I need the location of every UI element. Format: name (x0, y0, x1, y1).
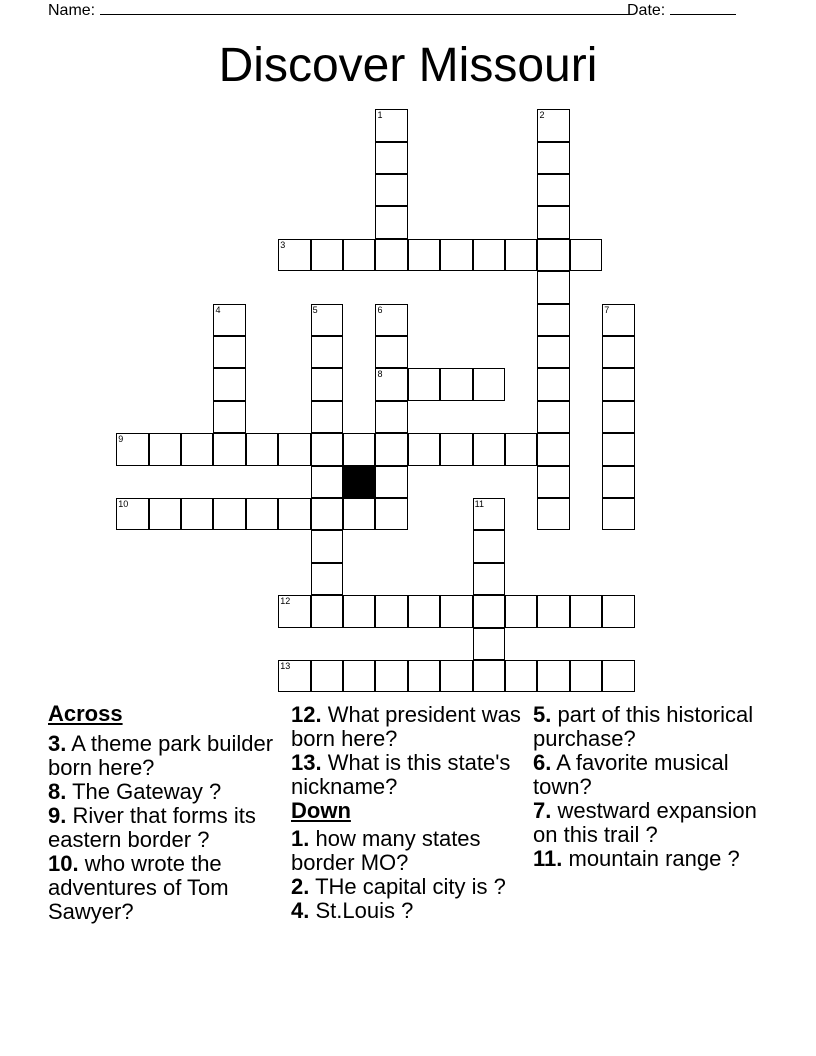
clue-down-7: 7. westward expansion on this trail ? (533, 798, 757, 847)
grid-cell[interactable] (570, 660, 602, 692)
grid-cell[interactable] (311, 498, 343, 530)
grid-cell[interactable] (440, 239, 472, 271)
grid-cell[interactable] (537, 433, 569, 465)
grid-cell[interactable] (213, 368, 245, 400)
grid-cell[interactable] (505, 433, 537, 465)
grid-cell[interactable] (473, 239, 505, 271)
grid-cell[interactable] (602, 401, 634, 433)
grid-cell[interactable] (375, 109, 407, 141)
grid-cell[interactable] (375, 336, 407, 368)
grid-cell[interactable] (408, 368, 440, 400)
grid-cell[interactable] (213, 336, 245, 368)
clue-number: 5 (312, 304, 318, 315)
grid-cell[interactable] (602, 336, 634, 368)
grid-cell[interactable] (149, 433, 181, 465)
grid-cell[interactable] (537, 206, 569, 238)
grid-cell[interactable] (537, 466, 569, 498)
grid-cell[interactable] (537, 304, 569, 336)
grid-cell[interactable] (213, 433, 245, 465)
grid-cell[interactable] (537, 239, 569, 271)
clue-across-10: 10. who wrote the adventures of Tom Sawyer? (48, 851, 229, 924)
clue-across-9: 9. River that forms its eastern border ? (48, 803, 256, 852)
grid-cell[interactable] (473, 595, 505, 627)
clue-down-5: 5. part of this historical purchase? (533, 702, 754, 751)
grid-cell[interactable] (213, 401, 245, 433)
clue-across-12: 12. What president was born here? (291, 702, 521, 751)
grid-cell[interactable] (505, 239, 537, 271)
grid-cell[interactable] (375, 206, 407, 238)
grid-cell[interactable] (278, 498, 310, 530)
page-title: Discover Missouri (218, 39, 598, 92)
grid-cell[interactable] (311, 466, 343, 498)
name-label: Name: (48, 2, 96, 19)
grid-cell[interactable] (602, 304, 634, 336)
grid-cell[interactable] (311, 530, 343, 562)
clue-across-3: 3. A theme park builder born here? (48, 731, 274, 780)
date-label: Date: (627, 2, 666, 19)
grid-cell[interactable] (246, 433, 278, 465)
clue-number: 9 (118, 434, 124, 445)
grid-cell[interactable] (375, 174, 407, 206)
clue-number: 8 (377, 369, 383, 380)
grid-cell[interactable] (278, 239, 310, 271)
grid-cell[interactable] (375, 239, 407, 271)
grid-cell[interactable] (408, 239, 440, 271)
grid-cell[interactable] (602, 466, 634, 498)
grid-cell[interactable] (278, 433, 310, 465)
grid-cell[interactable] (473, 660, 505, 692)
grid-cell[interactable] (505, 660, 537, 692)
grid-cell[interactable] (213, 304, 245, 336)
grid-cell[interactable] (343, 239, 375, 271)
grid-cell[interactable] (375, 433, 407, 465)
clue-down-11: 11. mountain range ? (533, 846, 740, 871)
grid-cell[interactable] (505, 595, 537, 627)
grid-cell[interactable] (375, 142, 407, 174)
grid-cell[interactable] (181, 498, 213, 530)
grid-cell[interactable] (570, 595, 602, 627)
name-line (100, 0, 632, 15)
clue-across-8: 8. The Gateway ? (48, 779, 222, 804)
grid-cell[interactable] (537, 368, 569, 400)
grid-cell[interactable] (473, 368, 505, 400)
name-field (48, 0, 632, 21)
grid-cell[interactable] (375, 660, 407, 692)
grid-cell[interactable] (311, 401, 343, 433)
grid-cell[interactable] (311, 563, 343, 595)
grid-cell[interactable] (473, 498, 505, 530)
clue-down-4: 4. St.Louis ? (291, 898, 414, 923)
grid-cell[interactable] (473, 530, 505, 562)
grid-cell[interactable] (213, 498, 245, 530)
grid-cell[interactable] (375, 304, 407, 336)
clue-down-6: 6. A favorite musical town? (533, 750, 729, 799)
clue-number: 12 (280, 596, 291, 607)
grid-cell[interactable] (246, 498, 278, 530)
grid-cell[interactable] (602, 498, 634, 530)
grid-cell[interactable] (343, 498, 375, 530)
grid-cell[interactable] (537, 142, 569, 174)
grid-cell[interactable] (181, 433, 213, 465)
grid-cell[interactable] (278, 660, 310, 692)
grid-cell[interactable] (602, 595, 634, 627)
grid-cell[interactable] (375, 498, 407, 530)
clue-number: 3 (280, 239, 286, 250)
clue-down-2: 2. THe capital city is ? (291, 874, 506, 899)
clues-column-1 (48, 700, 278, 924)
grid-cell[interactable] (311, 336, 343, 368)
clue-number: 1 (377, 110, 383, 121)
grid-cell[interactable] (537, 498, 569, 530)
clue-down-1: 1. how many states border MO? (291, 826, 481, 875)
grid-cell[interactable] (440, 595, 472, 627)
grid-cell[interactable] (440, 368, 472, 400)
date-field (627, 0, 736, 21)
clue-number: 7 (604, 304, 610, 315)
grid-cell[interactable] (375, 466, 407, 498)
grid-cell[interactable] (408, 595, 440, 627)
clue-number: 4 (215, 304, 221, 315)
clues-column-3 (533, 703, 758, 871)
grid-cell[interactable] (116, 498, 148, 530)
grid-cell[interactable] (311, 368, 343, 400)
grid-cell[interactable] (473, 628, 505, 660)
grid-cell[interactable] (311, 239, 343, 271)
grid-cell[interactable] (311, 595, 343, 627)
black-cell (343, 466, 375, 498)
clue-number: 6 (377, 304, 383, 315)
grid-cell[interactable] (149, 498, 181, 530)
grid-cell[interactable] (602, 368, 634, 400)
grid-cell[interactable] (602, 433, 634, 465)
grid-cell[interactable] (343, 595, 375, 627)
grid-cell[interactable] (537, 660, 569, 692)
grid-cell[interactable] (343, 660, 375, 692)
grid-cell[interactable] (537, 595, 569, 627)
grid-cell[interactable] (537, 109, 569, 141)
grid-cell[interactable] (440, 660, 472, 692)
grid-cell[interactable] (473, 433, 505, 465)
grid-cell[interactable] (278, 595, 310, 627)
grid-cell[interactable] (537, 174, 569, 206)
clue-across-13: 13. What is this state's nickname? (291, 750, 511, 799)
grid-cell[interactable] (375, 368, 407, 400)
down-heading: Down (291, 798, 351, 823)
grid-cell[interactable] (537, 401, 569, 433)
date-line (670, 0, 736, 15)
grid-cell[interactable] (602, 660, 634, 692)
grid-cell[interactable] (343, 433, 375, 465)
grid-cell[interactable] (311, 660, 343, 692)
grid-cell[interactable] (537, 336, 569, 368)
grid-cell[interactable] (570, 239, 602, 271)
grid-cell[interactable] (440, 433, 472, 465)
clue-number: 10 (118, 499, 129, 510)
across-heading: Across (48, 701, 123, 726)
grid-cell[interactable] (408, 660, 440, 692)
clue-number: 2 (539, 110, 545, 121)
grid-cell[interactable] (408, 433, 440, 465)
grid-cell[interactable] (311, 304, 343, 336)
clue-number: 11 (474, 499, 484, 510)
grid-cell[interactable] (375, 595, 407, 627)
grid-cell[interactable] (311, 433, 343, 465)
grid-cell[interactable] (375, 401, 407, 433)
grid-cell[interactable] (537, 271, 569, 303)
grid-cell[interactable] (473, 563, 505, 595)
grid-cell[interactable] (116, 433, 148, 465)
clues-column-2 (291, 703, 521, 923)
clue-number: 13 (280, 661, 291, 672)
